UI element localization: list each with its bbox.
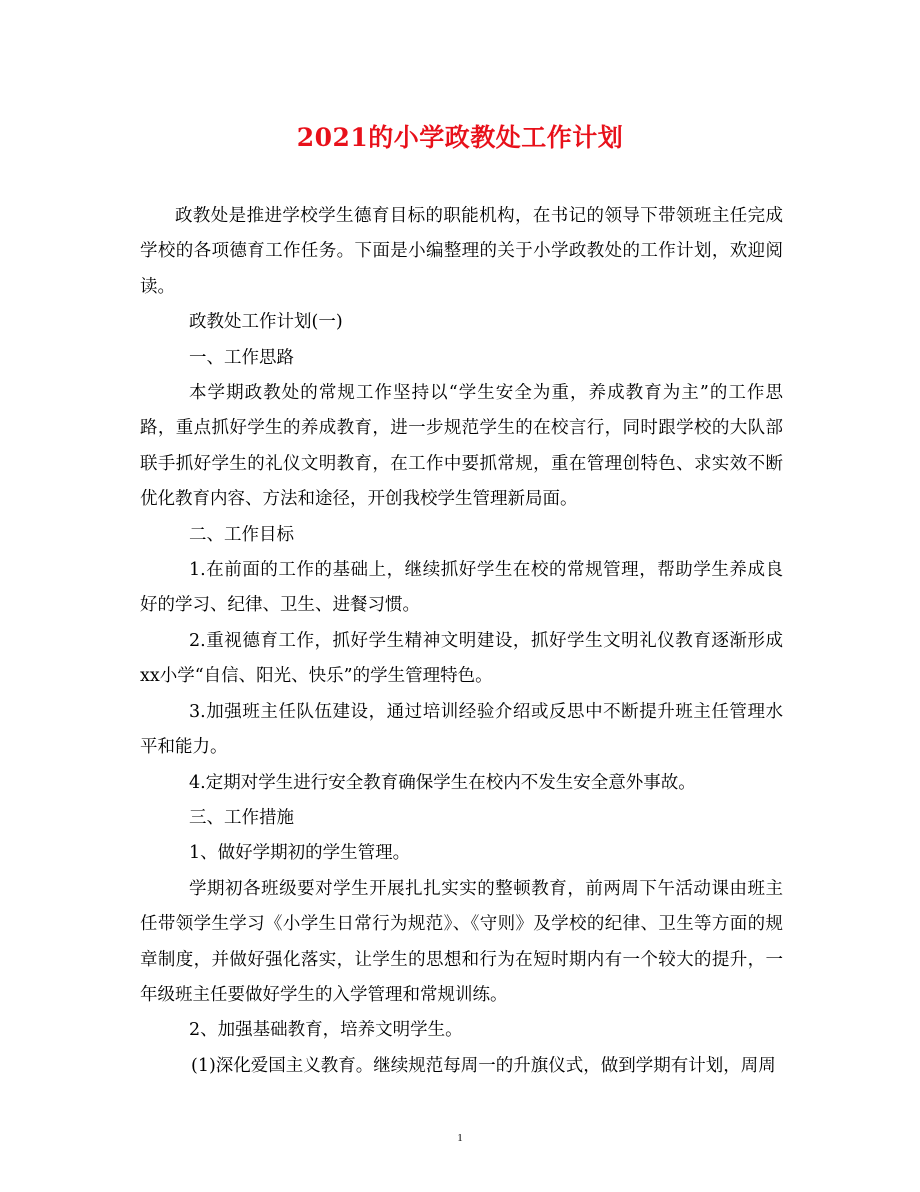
document-title: 2021的小学政教处工作计划: [296, 123, 624, 152]
paragraph-measure-1: 学期初各班级要对学生开展扎扎实实的整顿教育，前两周下午活动课由班主任带领学生学习《小学生日常行为规范》、《守则》及学校的纪律、卫生等方面的规章制度，并做好强化落实，让学生的思想和行为在短时期内有一个较大的提升，一年级班主任要做好学生的入学管理和常规训练。: [140, 878, 783, 1005]
paragraph-goal-3: 3.加强班主任队伍建设，通过培训经验介绍或反思中不断提升班主任管理水平和能力。: [140, 701, 783, 758]
paragraph-work-idea: 本学期政教处的常规工作坚持以“学生安全为重，养成教育为主”的工作思路，重点抓好学生的养成教育，进一步规范学生的在校言行，同时跟学校的大队部联手抓好学生的礼仪文明教育，在工作中要抓常规，重在管理创特色、求实效不断优化教育内容、方法和途径，开创我校学生管理新局面。: [140, 383, 783, 510]
paragraph-goal-2: 2.重视德育工作，抓好学生精神文明建设，抓好学生文明礼仪教育逐渐形成xx小学“自信、阳光、快乐”的学生管理特色。: [140, 630, 783, 687]
document-body: [140, 199, 783, 1084]
paragraph-measure-2-item-1: (1)深化爱国主义教育。继续规范每周一的升旗仪式，做到学期有计划，周周: [191, 1055, 776, 1076]
paragraph-goal-4: 4.定期对学生进行安全教育确保学生在校内不发生安全意外事故。: [189, 772, 696, 793]
section-heading-work-goals: 二、工作目标: [189, 524, 294, 545]
paragraph-intro: 政教处是推进学校学生德育目标的职能机构，在书记的领导下带领班主任完成学校的各项德育工作任务。下面是小编整理的关于小学政教处的工作计划，欢迎阅读。: [140, 206, 783, 297]
subheading-measure-2: 2、加强基础教育，培养文明学生。: [189, 1020, 463, 1041]
paragraph-goal-1: 1.在前面的工作的基础上，继续抓好学生在校的常规管理，帮助学生养成良好的学习、纪律、卫生、进餐习惯。: [140, 560, 783, 616]
subheading-measure-1: 1、做好学期初的学生管理。: [189, 843, 411, 864]
page-number: 1: [457, 1132, 463, 1144]
section-heading-work-idea: 一、工作思路: [189, 347, 294, 368]
section-heading-work-measures: 三、工作措施: [189, 807, 294, 828]
paragraph-plan-heading: 政教处工作计划(一): [189, 312, 343, 333]
